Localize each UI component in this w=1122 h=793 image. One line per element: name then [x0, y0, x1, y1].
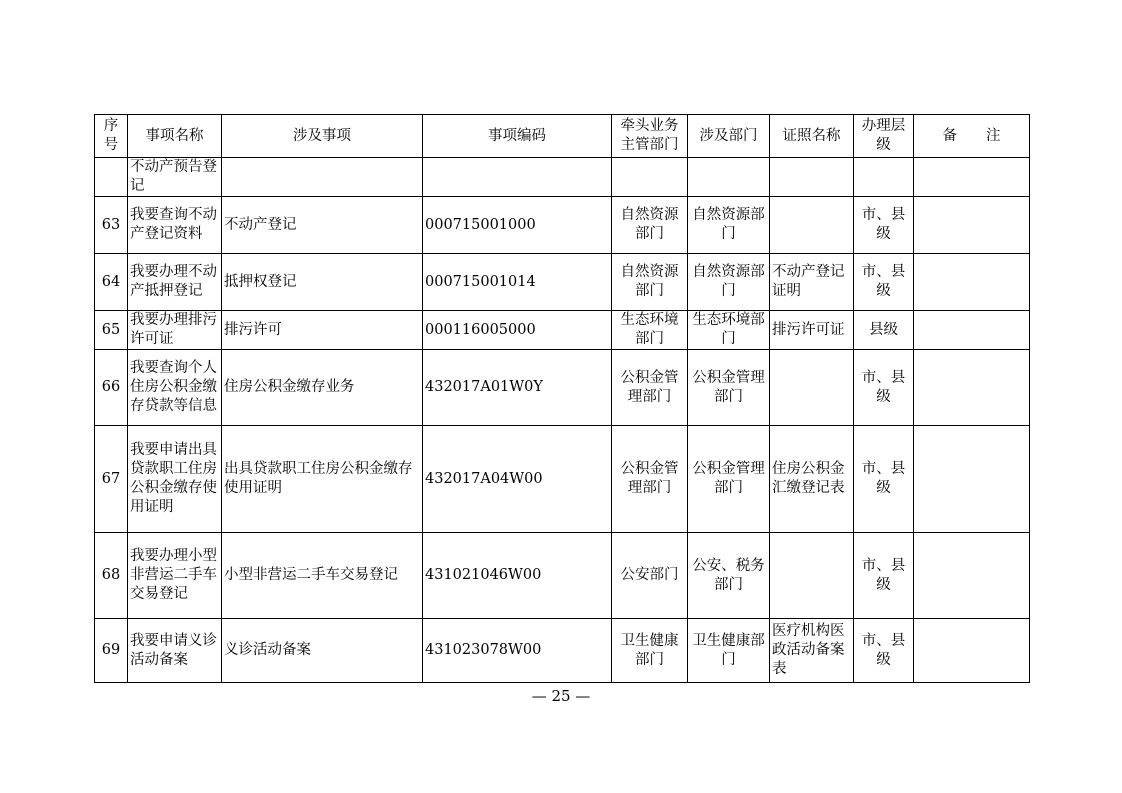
cell-remarks [914, 350, 1030, 426]
cell-name: 我要申请出具贷款职工住房公积金缴存使用证明 [128, 426, 222, 533]
cell-seq: 63 [95, 197, 128, 254]
header-depts: 涉及部门 [688, 115, 770, 158]
cell-code: 000715001000 [423, 197, 612, 254]
cell-lead-dept: 公积金管理部门 [612, 350, 688, 426]
cell-involved [222, 158, 423, 197]
cell-remarks [914, 619, 1030, 683]
cell-name: 我要办理排污许可证 [128, 311, 222, 350]
cell-remarks [914, 254, 1030, 311]
header-remarks: 备 注 [914, 115, 1030, 158]
table-row [95, 619, 1030, 683]
table-row [95, 426, 1030, 533]
cell-seq: 68 [95, 533, 128, 619]
cell-code: 000715001014 [423, 254, 612, 311]
cell-code: 432017A04W00 [423, 426, 612, 533]
cell-seq: 67 [95, 426, 128, 533]
cell-depts [688, 158, 770, 197]
cell-involved: 不动产登记 [222, 197, 423, 254]
cell-depts: 生态环境部门 [688, 311, 770, 350]
header-code: 事项编码 [423, 115, 612, 158]
cell-license [770, 533, 854, 619]
cell-involved: 住房公积金缴存业务 [222, 350, 423, 426]
table-row [95, 533, 1030, 619]
cell-lead-dept [612, 158, 688, 197]
cell-level: 市、县级 [854, 533, 914, 619]
cell-seq [95, 158, 128, 197]
cell-depts: 公安、税务部门 [688, 533, 770, 619]
header-seq: 序号 [95, 115, 128, 158]
cell-level: 县级 [854, 311, 914, 350]
cell-license: 住房公积金汇缴登记表 [770, 426, 854, 533]
cell-seq: 64 [95, 254, 128, 311]
cell-code: 432017A01W0Y [423, 350, 612, 426]
cell-depts: 卫生健康部门 [688, 619, 770, 683]
cell-depts: 自然资源部门 [688, 197, 770, 254]
cell-license [770, 197, 854, 254]
cell-seq: 66 [95, 350, 128, 426]
cell-name: 我要查询不动产登记资料 [128, 197, 222, 254]
cell-license: 排污许可证 [770, 311, 854, 350]
cell-lead-dept: 公积金管理部门 [612, 426, 688, 533]
table-row [95, 350, 1030, 426]
cell-involved: 抵押权登记 [222, 254, 423, 311]
cell-level: 市、县级 [854, 426, 914, 533]
cell-name: 不动产预告登记 [128, 158, 222, 197]
table-row [95, 311, 1030, 350]
cell-code: 431023078W00 [423, 619, 612, 683]
cell-remarks [914, 426, 1030, 533]
cell-lead-dept: 生态环境部门 [612, 311, 688, 350]
cell-depts: 公积金管理部门 [688, 350, 770, 426]
header-license: 证照名称 [770, 115, 854, 158]
cell-name: 我要办理不动产抵押登记 [128, 254, 222, 311]
cell-depts: 自然资源部门 [688, 254, 770, 311]
cell-code: 431021046W00 [423, 533, 612, 619]
table-row [95, 254, 1030, 311]
cell-lead-dept: 自然资源部门 [612, 254, 688, 311]
header-name: 事项名称 [128, 115, 222, 158]
cell-level: 市、县级 [854, 254, 914, 311]
cell-level: 市、县级 [854, 619, 914, 683]
cell-lead-dept: 自然资源部门 [612, 197, 688, 254]
cell-remarks [914, 533, 1030, 619]
cell-involved: 小型非营运二手车交易登记 [222, 533, 423, 619]
table-row [95, 197, 1030, 254]
page-number: — 25 — [531, 687, 591, 705]
cell-name: 我要申请义诊活动备案 [128, 619, 222, 683]
cell-license [770, 158, 854, 197]
header-lead-dept: 牵头业务主管部门 [612, 115, 688, 158]
table-row [95, 158, 1030, 197]
cell-depts: 公积金管理部门 [688, 426, 770, 533]
service-items-table [94, 114, 1030, 683]
cell-level: 市、县级 [854, 197, 914, 254]
cell-level [854, 158, 914, 197]
cell-code [423, 158, 612, 197]
cell-code: 000116005000 [423, 311, 612, 350]
cell-seq: 69 [95, 619, 128, 683]
cell-lead-dept: 公安部门 [612, 533, 688, 619]
cell-involved: 出具贷款职工住房公积金缴存使用证明 [222, 426, 423, 533]
cell-name: 我要查询个人住房公积金缴存贷款等信息 [128, 350, 222, 426]
cell-license: 医疗机构医政活动备案表 [770, 619, 854, 683]
cell-name: 我要办理小型非营运二手车交易登记 [128, 533, 222, 619]
header-level: 办理层级 [854, 115, 914, 158]
cell-involved: 义诊活动备案 [222, 619, 423, 683]
header-row [95, 115, 1030, 158]
cell-seq: 65 [95, 311, 128, 350]
header-involved: 涉及事项 [222, 115, 423, 158]
cell-license [770, 350, 854, 426]
cell-involved: 排污许可 [222, 311, 423, 350]
cell-level: 市、县级 [854, 350, 914, 426]
cell-lead-dept: 卫生健康部门 [612, 619, 688, 683]
cell-remarks [914, 197, 1030, 254]
cell-remarks [914, 311, 1030, 350]
cell-remarks [914, 158, 1030, 197]
cell-license: 不动产登记证明 [770, 254, 854, 311]
